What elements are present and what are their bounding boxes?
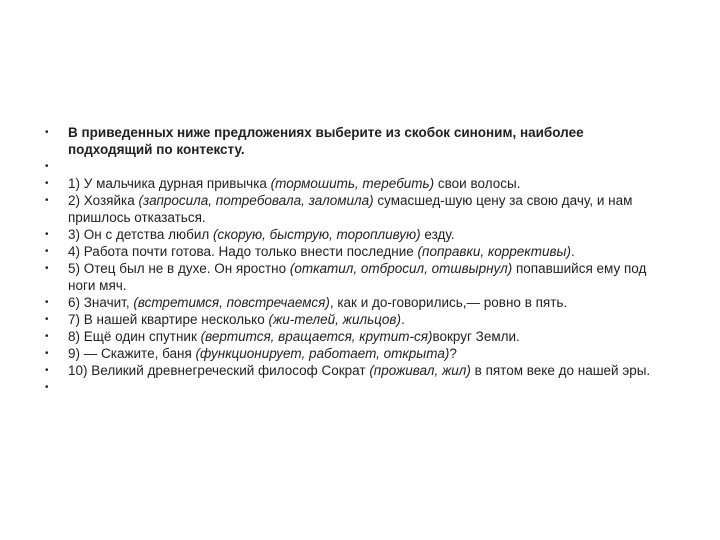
synonym-options: (функционирует, работает, открыта): [195, 346, 450, 361]
exercise-sentence: [68, 311, 667, 328]
synonym-options: (поправки, коррективы): [417, 244, 571, 259]
list-item: [45, 226, 667, 243]
list-item: [45, 311, 667, 328]
empty-list-item: [45, 158, 667, 175]
bullet-icon: •: [45, 314, 49, 325]
exercise-sentence: [68, 260, 667, 294]
list-item: [45, 294, 667, 311]
list-item: [45, 243, 667, 260]
sentence-text: 10) Великий древнегреческий философ Сократ: [68, 363, 370, 378]
bullet-icon: •: [45, 178, 49, 189]
synonym-options: (проживал, жил): [369, 363, 471, 378]
sentence-text: В приведенных ниже предложениях выберите из скобок синоним, наиболее подходящий по контексту.: [68, 125, 584, 157]
synonym-options: (тормошить, теребить): [270, 176, 435, 191]
list-item: [45, 260, 667, 294]
sentence-text: 1) У мальчика дурная привычка: [68, 176, 271, 191]
exercise-sentence: [68, 328, 667, 345]
sentence-text: езду.: [420, 227, 455, 242]
list-item: [45, 328, 667, 345]
sentence-text: вокруг Земли.: [432, 329, 520, 344]
sentence-text: .: [400, 312, 405, 327]
bullet-icon: •: [45, 331, 49, 342]
synonym-options: (жи-телей, жильцов): [268, 312, 401, 327]
exercise-sentence: [68, 294, 667, 311]
sentence-text: 9) — Скажите, баня: [68, 346, 196, 361]
bullet-icon: •: [45, 195, 49, 206]
sentence-text: 3) Он с детства любил: [68, 227, 214, 242]
bullet-list: [45, 124, 667, 396]
exercise-sentence: [68, 362, 667, 379]
sentence-text: 7) В нашей квартире несколько: [68, 312, 269, 327]
exercise-sentence: [68, 243, 667, 260]
sentence-text: в пятом веке до нашей эры.: [470, 363, 651, 378]
sentence-text: .: [571, 244, 575, 259]
list-item: [45, 175, 667, 192]
sentence-text: попавшийся ему под ноги мяч.: [68, 261, 647, 293]
bullet-icon: •: [45, 246, 49, 257]
empty-list-item: [45, 379, 667, 396]
sentence-text: ?: [449, 346, 457, 361]
synonym-options: (откатил, отбросил, отшвырнул): [289, 261, 513, 276]
bullet-icon: •: [45, 229, 49, 240]
bullet-icon: •: [45, 365, 49, 376]
sentence-text: 8) Ещё один спутник: [68, 329, 201, 344]
synonym-options: (вертится, вращается, крутит-ся): [200, 329, 433, 344]
sentence-text: свои волосы.: [434, 176, 521, 191]
bullet-icon: •: [45, 127, 49, 138]
list-item: [45, 345, 667, 362]
exercise-sentence: [68, 345, 667, 362]
bullet-icon: •: [45, 297, 49, 308]
synonym-options: (скорую, быструю, торопливую): [213, 227, 421, 242]
list-item: [45, 192, 667, 226]
bullet-icon: •: [45, 263, 49, 274]
sentence-text: 6) Значит,: [68, 295, 134, 310]
bullet-icon: •: [45, 382, 49, 393]
exercise-sentence: [68, 192, 667, 226]
exercise-instruction: [68, 124, 667, 158]
synonym-options: (запросила, потребовала, заломила): [138, 193, 374, 208]
sentence-text: сумасшед-шую цену за свою дачу, и нам пришлось отказаться.: [68, 193, 633, 225]
sentence-text: , как и до-говорились,— ровно в пять.: [329, 295, 568, 310]
bullet-icon: •: [45, 161, 49, 172]
exercise-sentence: [68, 226, 667, 243]
list-item: [45, 362, 667, 379]
sentence-text: 5) Отец был не в духе. Он яростно: [68, 261, 290, 276]
title-bullet-row: [45, 124, 667, 158]
synonym-options: (встретимся, повстречаемся): [133, 295, 330, 310]
sentence-text: 2) Хозяйка: [68, 193, 139, 208]
bullet-icon: •: [45, 348, 49, 359]
sentence-text: 4) Работа почти готова. Надо только внести последние: [68, 244, 418, 259]
exercise-sentence: [68, 175, 667, 192]
